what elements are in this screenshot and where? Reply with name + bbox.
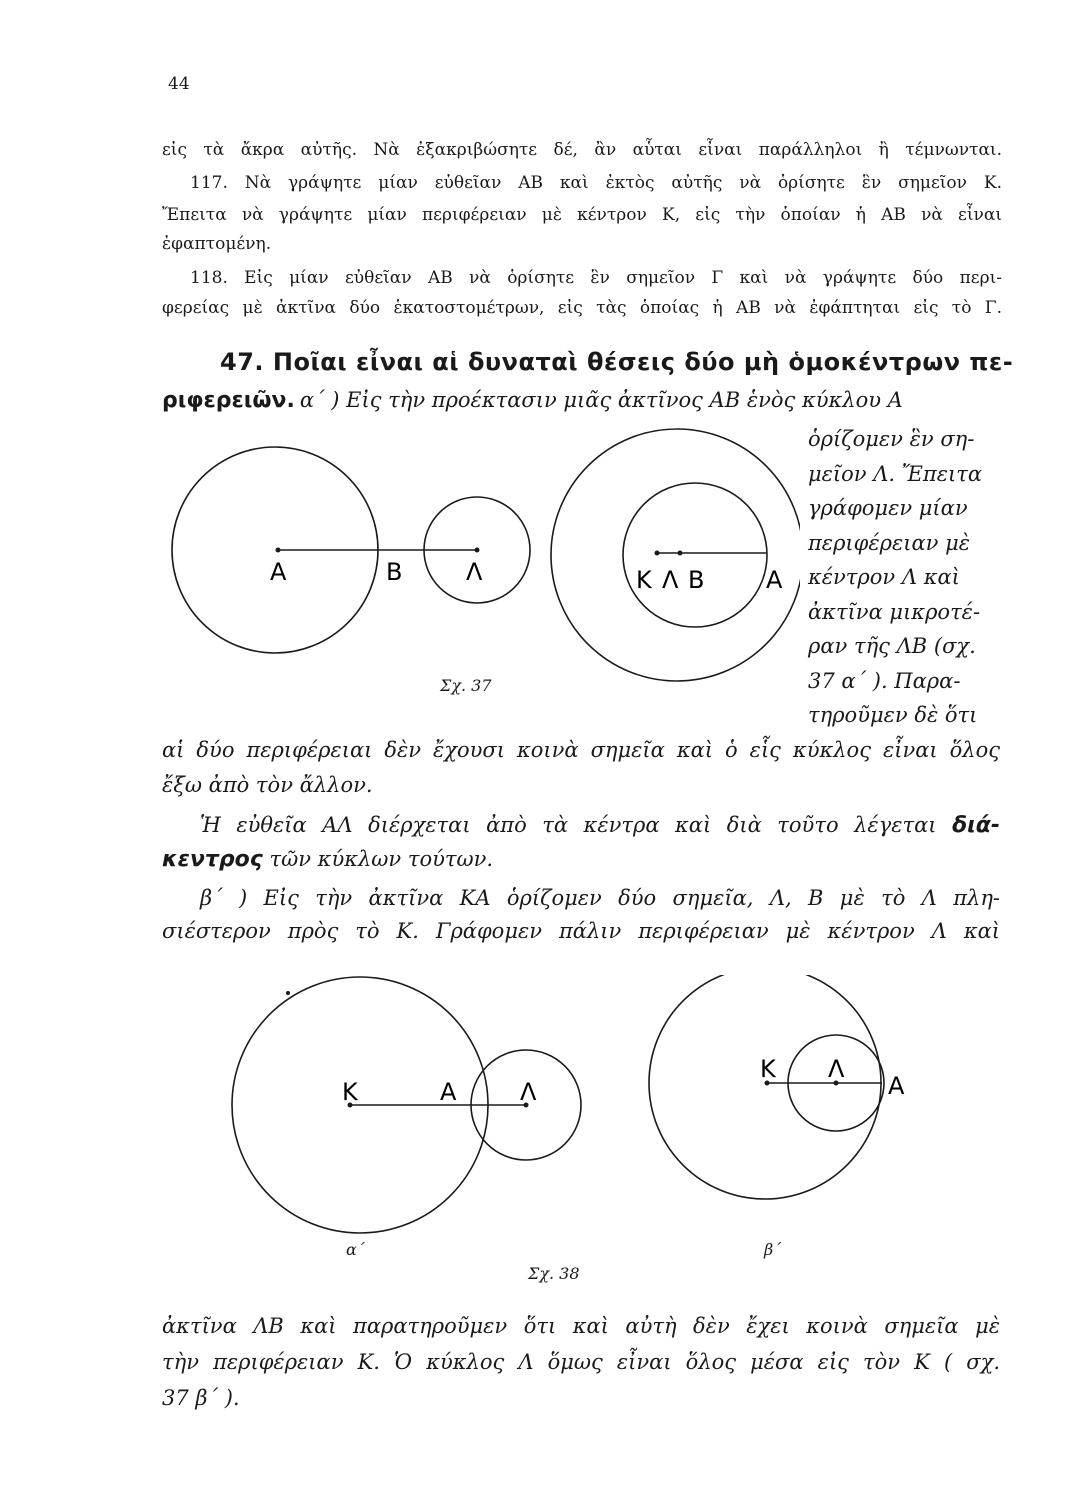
paragraph-line: 37 β΄ ). (162, 1386, 240, 1410)
section-heading-cont: ριφερειῶν. (162, 388, 295, 413)
circle-k (551, 429, 800, 681)
figure-38-caption: Σχ. 38 (528, 1264, 580, 1283)
ink-dot (286, 991, 290, 995)
exercise-117-line: ἐφαπτομένη. (162, 234, 272, 254)
paragraph-line: ἔξω ἀπὸ τὸν ἄλλον. (162, 773, 373, 797)
side-text-line: περιφέρειαν μὲ (808, 530, 971, 555)
paragraph-line (200, 813, 1000, 838)
side-text-column (808, 422, 982, 733)
side-text-line: 37 α΄ ). Παρα- (808, 668, 961, 693)
label-lambda: Λ (520, 1078, 537, 1106)
exercise-117-line: Ἔπειτα νὰ γράψητε μίαν περιφέρειαν μὲ κέντρον Κ, εἰς τὴν ὁποίαν ἡ ΑΒ νὰ εἶναι (162, 205, 1002, 225)
side-text-line: κέντρον Λ καὶ (808, 565, 960, 589)
circle-k-outer (649, 975, 881, 1199)
paragraph-line: σιέστερον πρὸς τὸ Κ. Γράφομεν πάλιν περιφέρειαν μὲ κέντρον Λ καὶ (162, 919, 1000, 943)
paragraph-line: τὴν περιφέρειαν Κ. Ὁ κύκλος Λ ὅμως εἶναι ὅλος μέσα εἰς τὸν Κ ( σχ. (162, 1350, 1000, 1374)
point-lambda (475, 548, 480, 553)
figure-38-sub-a: α΄ (346, 1240, 365, 1259)
label-lambda: Λ (466, 558, 483, 586)
exercise-118-line: 118. Εἰς μίαν εὐθεῖαν ΑΒ νὰ ὁρίσητε ἓν σημεῖον Γ καὶ νὰ γράψητε δύο περι- (190, 268, 1002, 288)
side-text-line: ὁρίζομεν ἓν ση- (808, 427, 975, 451)
paragraph-text: τῶν κύκλων τούτων. (269, 847, 494, 871)
side-text-line: τηροῦμεν δὲ ὅτι (808, 703, 978, 727)
figure-38-sub-b: β΄ (764, 1240, 782, 1259)
point-lambda-2 (678, 551, 683, 556)
label-lambda: Λ (828, 1055, 845, 1083)
figure-38 (230, 975, 930, 1245)
exercise-118-line: φερείας μὲ ἀκτῖνα δύο ἑκατοστομέτρων, εἰς τὰς ὁποίας ἡ ΑΒ νὰ ἐφάπτηται εἰς τὸ Γ. (162, 298, 1002, 318)
side-text-line: ἀκτῖνα μικροτέ- (808, 599, 981, 624)
figure-37 (160, 420, 800, 710)
paragraph-line: αἱ δύο περιφέρειαι δὲν ἔχουσι κοινὰ σημεῖα καὶ ὁ εἷς κύκλος εἶναι ὅλος (162, 738, 1000, 762)
term-diakentros: διά- (952, 813, 1000, 838)
point-k (655, 551, 660, 556)
section-text: α΄ ) Εἰς τὴν προέκτασιν μιᾶς ἀκτῖνος ΑΒ ἑνὸς κύκλου Α (299, 388, 903, 412)
side-text-line: μεῖον Λ. Ἔπειτα (808, 461, 983, 486)
label-a: Α (766, 566, 783, 594)
label-a: Α (440, 1078, 457, 1106)
term-diakentros: κεντρος (162, 847, 263, 872)
paragraph-text: Ἡ εὐθεῖα ΑΛ διέρχεται ἀπὸ τὰ κέντρα καὶ διὰ τοῦτο λέγεται (200, 813, 937, 837)
label-a: Α (270, 558, 287, 586)
exercise-117-line: 117. Νὰ γράψητε μίαν εὐθεῖαν ΑΒ καὶ ἐκτὸς αὐτῆς νὰ ὁρίσητε ἓν σημεῖον Κ. (190, 173, 1002, 193)
label-a: Α (888, 1072, 905, 1100)
point-a (276, 548, 281, 553)
exercise-text-line: εἰς τὰ ἄκρα αὐτῆς. Νὰ ἐξακριβώσητε δέ, ἂν αὗται εἶναι παράλληλοι ἢ τέμνωνται. (162, 140, 1002, 160)
label-b: Β (688, 566, 705, 594)
label-k: Κ (636, 566, 652, 594)
paragraph-line: β΄ ) Εἰς τὴν ἀκτῖνα ΚΑ ὁρίζομεν δύο σημεῖα, Λ, Β μὲ τὸ Λ πλη- (200, 886, 1000, 910)
paragraph-line (162, 847, 1000, 872)
section-heading-line2 (162, 388, 903, 413)
circle-lambda-inner (623, 483, 767, 627)
side-text-line: ραν τῆς ΛΒ (σχ. (808, 634, 976, 658)
label-k: Κ (760, 1055, 776, 1083)
side-text-line: γράφομεν μίαν (808, 496, 968, 520)
paragraph-line: ἀκτῖνα ΛΒ καὶ παρατηροῦμεν ὅτι καὶ αὐτὴ δὲν ἔχει κοινὰ σημεῖα μὲ (162, 1314, 1000, 1338)
label-b: Β (386, 558, 403, 586)
label-k: Κ (342, 1078, 358, 1106)
figure-37-caption: Σχ. 37 (440, 676, 492, 695)
label-lambda: Λ (662, 566, 679, 594)
page-number: 44 (168, 74, 190, 94)
section-heading: 47. Ποῖαι εἶναι αἱ δυναταὶ θέσεις δύο μὴ ὁμοκέντρων πε- (220, 348, 1014, 376)
